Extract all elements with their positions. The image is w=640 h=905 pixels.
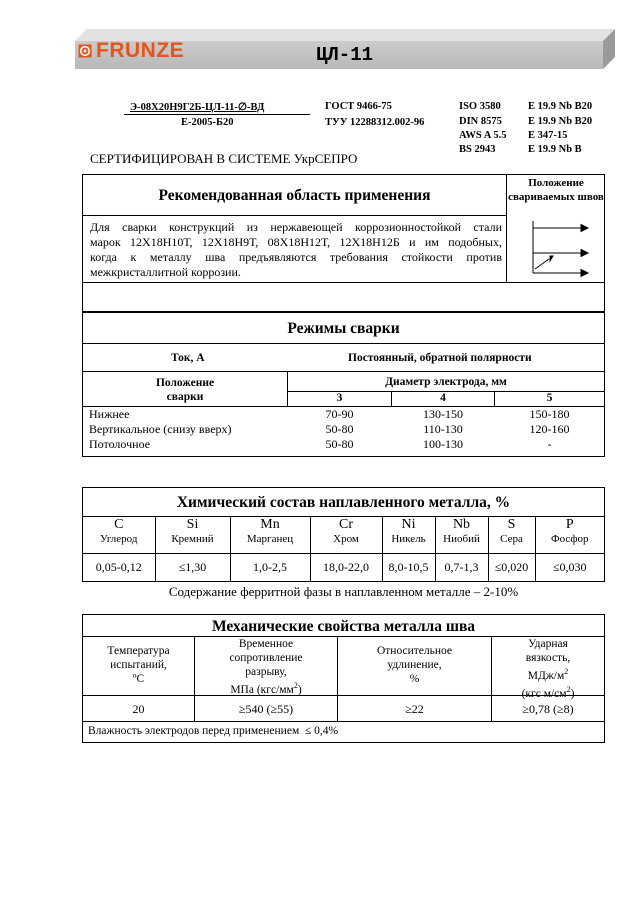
current-range-col: 150-180 120-160 - (529, 407, 570, 451)
element-value: 1,0-2,5 (230, 553, 310, 581)
element-cell (155, 517, 230, 553)
standard-code: E 347-15 (528, 130, 568, 141)
element-value-row (83, 553, 604, 581)
mechanical-value: ≥22 (405, 702, 424, 716)
element-value: 0,05-0,12 (83, 553, 155, 581)
application-line: марок 12Х18Н10Т, 12Х18Н9Т, 08Х18Н12Т, 12Х18Н12Б и им подобных, (90, 235, 502, 249)
application-title: Рекомендованная область применения (158, 187, 431, 204)
element-cell (382, 517, 435, 553)
element-name: Углерод (100, 533, 138, 545)
gear-logo-icon (78, 44, 92, 58)
application-line: межкристаллитной коррозии. (90, 265, 241, 279)
current-range-col: 130-150 110-130 100-130 (423, 407, 463, 451)
welding-modes-section (82, 312, 605, 457)
element-cell (230, 517, 310, 553)
element-header-row (83, 517, 604, 553)
element-name: Никель (391, 533, 426, 545)
element-name: Фосфор (550, 533, 589, 545)
application-line: Для сварки конструкций из нержавеющей коррозионностойкой стали (90, 220, 502, 234)
element-cell (435, 517, 488, 553)
element-value: ≤0,020 (488, 553, 535, 581)
element-symbol: C (114, 517, 124, 532)
current-label: Ток, А (171, 352, 205, 364)
position-list (89, 407, 232, 452)
electrode-classification: Е-2005-Б20 (181, 117, 234, 128)
mechanical-title: Механические свойства металла шва (211, 618, 476, 635)
element-name: Хром (333, 533, 359, 545)
element-name: Марганец (246, 533, 294, 545)
standard-name: BS 2943 (459, 144, 496, 155)
standard-code: E 19.9 Nb B (528, 144, 582, 155)
element-symbol: S (507, 517, 516, 532)
element-symbol: Mn (260, 517, 280, 532)
element-value: 8,0-10,5 (382, 553, 435, 581)
chemistry-table (83, 517, 604, 581)
mechanical-value: ≥0,78 (≥8) (522, 702, 574, 716)
brand-logo (78, 40, 184, 61)
element-symbol: Nb (452, 517, 471, 532)
certification-note: СЕРТИФИЦИРОВАН В СИСТЕМЕ УкрСЕПРО (90, 151, 358, 166)
diameter-header: Диаметр электрода, мм (385, 376, 507, 388)
brand-name: FRUNZE (96, 39, 185, 62)
position-name: Потолочное (89, 437, 151, 451)
element-cell (535, 517, 604, 553)
element-symbol: Si (186, 517, 199, 532)
temperature-header: Температура испытаний, ºС (107, 645, 170, 685)
product-name: ЦЛ-11 (316, 44, 374, 66)
mechanical-section (82, 614, 605, 743)
chemistry-title: Химический состав наплавленного металла, % (176, 494, 511, 511)
gost-standard: ГОСТ 9466-75 (325, 101, 392, 112)
weld-positions-icon (513, 219, 599, 279)
element-cell (310, 517, 382, 553)
ferrite-note: Содержание ферритной фазы в наплавленном металле – 2-10% (168, 584, 519, 599)
element-value: ≤1,30 (155, 553, 230, 581)
tuu-standard: ТУУ 12288312.002-96 (325, 117, 425, 128)
element-cell (488, 517, 535, 553)
element-name: Ниобий (443, 533, 480, 545)
diameter-value: 3 (336, 392, 343, 404)
diameter-value: 5 (546, 392, 553, 404)
element-value: ≤0,030 (552, 559, 587, 574)
tensile-strength-header: Временное сопротивление разрыву, МПа $(кгс/мм^2)$ (229, 638, 303, 696)
elongation-header: Относительное удлинение, % (376, 645, 453, 685)
chemistry-section (82, 487, 605, 582)
standard-name: AWS A 5.5 (459, 130, 507, 141)
mechanical-value: 20 (132, 702, 145, 716)
element-symbol: Ni (401, 517, 416, 532)
standard-name: DIN 8575 (459, 116, 502, 127)
application-line: когда к металлу шва предъявляются требования стойкости против (90, 250, 502, 264)
electrode-designation: Э-08Х20Н9Г2Б-ЦЛ-11-∅-ВД (130, 102, 265, 113)
current-value: Постоянный, обратной полярности (348, 352, 532, 364)
position-header: Положение сварки (155, 377, 215, 403)
current-range-col: 70-90 50-80 50-80 (325, 407, 354, 451)
element-cell (83, 517, 155, 553)
diameter-value: 4 (440, 392, 446, 404)
position-name: Нижнее (89, 407, 130, 421)
element-name: Кремний (171, 533, 214, 545)
standard-code: E 19.9 Nb B20 (528, 101, 593, 112)
impact-strength-header: Ударная вязкость, МДж/$м^2$ (кгс $м/см^2$) (521, 638, 575, 700)
element-symbol: Cr (339, 517, 353, 532)
application-text (90, 220, 502, 280)
element-name: Сера (500, 533, 523, 545)
position-name: Вертикальное (снизу вверх) (89, 422, 232, 436)
moisture-note: Влажность электродов перед применением ≤ 0,4% (88, 725, 339, 737)
standard-name: ISO 3580 (459, 101, 501, 112)
element-value: 0,7-1,3 (435, 553, 488, 581)
element-symbol: P (565, 517, 574, 532)
designation-underline (124, 114, 310, 115)
welding-modes-title: Режимы сварки (287, 320, 400, 337)
weld-position-header: Положение свариваемых швов (508, 177, 604, 203)
standard-code: E 19.9 Nb B20 (528, 116, 593, 127)
mechanical-value: ≥540 (≥55) (238, 702, 294, 716)
application-section (82, 174, 605, 312)
element-value: 18,0-22,0 (310, 553, 382, 581)
